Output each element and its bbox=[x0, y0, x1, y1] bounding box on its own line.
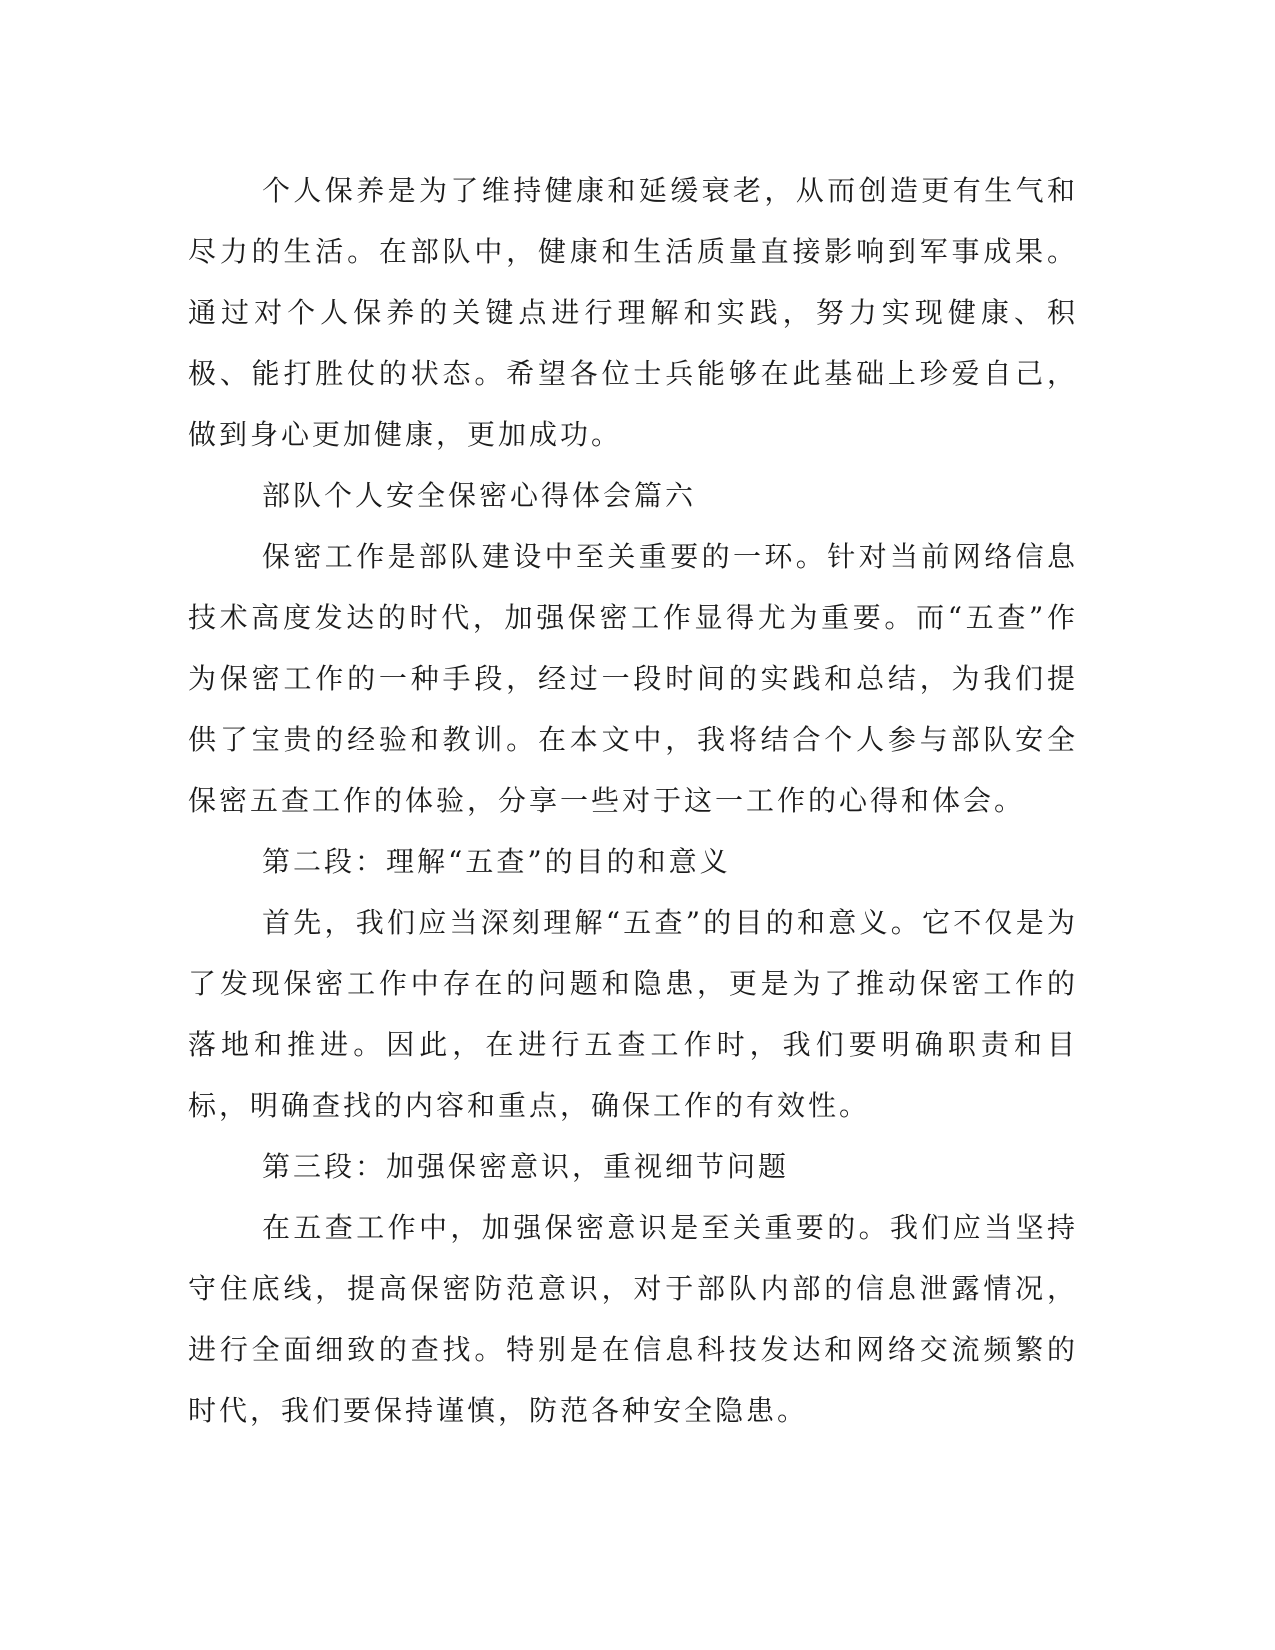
section-heading-3: 第三段：加强保密意识，重视细节问题 bbox=[262, 1150, 790, 1183]
paragraph-awareness: 在五查工作中，加强保密意识是至关重要的。我们应当坚持守住底线，提高保密防范意识，对于部队内部的信息泄露情况，进行全面细致的查找。特别是在信息科技发达和网络交流频繁的时代，我们要保持谨慎，防范各种安全隐患。 bbox=[188, 1211, 1078, 1427]
document-body bbox=[188, 160, 1078, 1441]
paragraph-conclusion: 个人保养是为了维持健康和延缓衰老，从而创造更有生气和尽力的生活。在部队中，健康和生活质量直接影响到军事成果。通过对个人保养的关键点进行理解和实践，努力实现健康、积极、能打胜仗的状态。希望各位士兵能够在此基础上珍爱自己，做到身心更加健康，更加成功。 bbox=[188, 174, 1078, 451]
section-heading-2: 第二段：理解“五查”的目的和意义 bbox=[262, 845, 731, 878]
paragraph-intro: 保密工作是部队建设中至关重要的一环。针对当前网络信息技术高度发达的时代，加强保密工作显得尤为重要。而“五查”作为保密工作的一种手段，经过一段时间的实践和总结，为我们提供了宝贵的经验和教训。在本文中，我将结合个人参与部队安全保密五查工作的体验，分享一些对于这一工作的心得和体会。 bbox=[188, 540, 1078, 817]
paragraph-purpose: 首先，我们应当深刻理解“五查”的目的和意义。它不仅是为了发现保密工作中存在的问题和隐患，更是为了推动保密工作的落地和推进。因此，在进行五查工作时，我们要明确职责和目标，明确查找的内容和重点，确保工作的有效性。 bbox=[188, 906, 1078, 1122]
section-title: 部队个人安全保密心得体会篇六 bbox=[262, 479, 697, 512]
